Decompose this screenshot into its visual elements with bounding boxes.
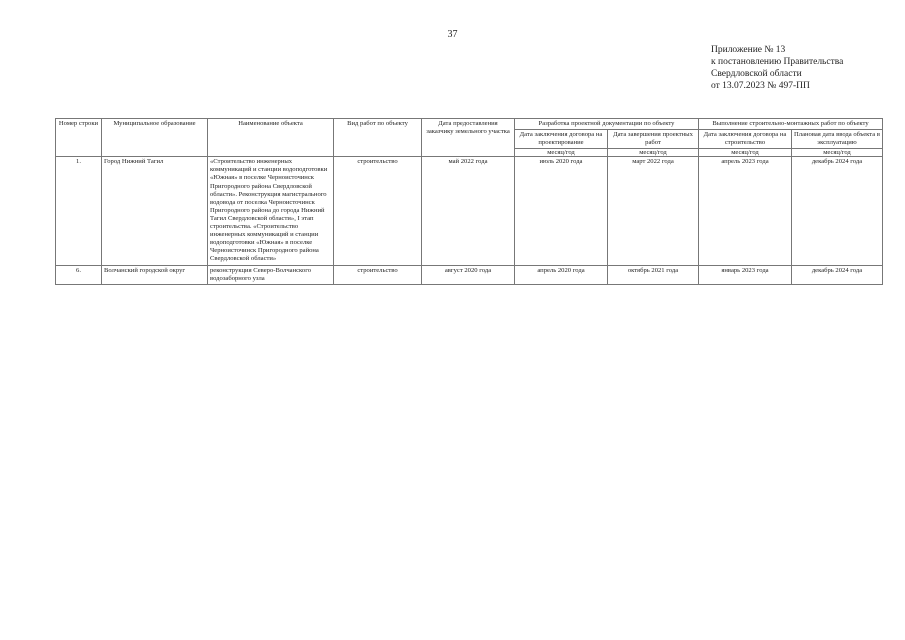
header-object-name: Наименование объекта	[208, 119, 334, 157]
header-design-contract: Дата заключения договора на проектирование	[515, 130, 608, 149]
unit-label: месяц/год	[792, 149, 883, 157]
row-build-contract: апрель 2023 года	[699, 157, 792, 265]
row-work-type: строительство	[334, 157, 422, 265]
row-design-contract: июль 2020 года	[515, 157, 608, 265]
row-object-name: реконструкция Северо-Волчанского водозаборного узла	[208, 265, 334, 284]
row-commission-date: декабрь 2024 года	[792, 157, 883, 265]
row-land-date: май 2022 года	[422, 157, 515, 265]
header-build-contract: Дата заключения договора на строительство	[699, 130, 792, 149]
row-commission-date: декабрь 2024 года	[792, 265, 883, 284]
row-municipality: Волчанский городской округ	[102, 265, 208, 284]
row-design-complete: октябрь 2021 года	[608, 265, 699, 284]
row-design-contract: апрель 2020 года	[515, 265, 608, 284]
table-row	[56, 157, 883, 265]
row-number: 1.	[56, 157, 102, 265]
row-land-date: август 2020 года	[422, 265, 515, 284]
header-commission-date: Плановая дата ввода объекта в эксплуатацию	[792, 130, 883, 149]
unit-label: месяц/год	[515, 149, 608, 157]
header-municipality: Муниципальное образование	[102, 119, 208, 157]
row-work-type: строительство	[334, 265, 422, 284]
row-build-contract: январь 2023 года	[699, 265, 792, 284]
schedule-table	[55, 118, 883, 285]
row-object-name: «Строительство инженерных коммуникаций и станции водоподготовки «Южная» в поселке Черноисточинск Пригородного района Свердловской области». Реконструкция магистрального водовода от поселка Черноисточинск Пригородного района до города Нижний Тагил Свердловской области», I этап строительства. «Строительство инженерных коммуникаций и станции водоподготовки «Южная» в поселке Черноисточинск Пригородного района Свердловской области»	[208, 157, 334, 265]
header-row	[56, 119, 883, 130]
appendix-line: от 13.07.2023 № 497-ПП	[711, 81, 810, 91]
appendix-header	[711, 44, 843, 92]
row-number: 6.	[56, 265, 102, 284]
page-number: 37	[447, 29, 458, 40]
header-row-number: Номер строки	[56, 119, 102, 157]
table-row	[56, 265, 883, 284]
header-work-type: Вид работ по объекту	[334, 119, 422, 157]
unit-label: месяц/год	[608, 149, 699, 157]
header-design-complete: Дата завершения проектных работ	[608, 130, 699, 149]
row-municipality: Город Нижний Тагил	[102, 157, 208, 265]
appendix-line: Приложение № 13	[711, 45, 786, 55]
unit-label: месяц/год	[699, 149, 792, 157]
header-build-group: Выполнение строительно-монтажных работ по объекту	[699, 119, 883, 130]
appendix-line: к постановлению Правительства	[711, 57, 844, 67]
row-design-complete: март 2022 года	[608, 157, 699, 265]
header-design-group: Разработка проектной документации по объекту	[515, 119, 699, 130]
appendix-line: Свердловской области	[711, 69, 802, 79]
header-land-date: Дата предоставления заказчику земельного участка	[422, 119, 515, 157]
